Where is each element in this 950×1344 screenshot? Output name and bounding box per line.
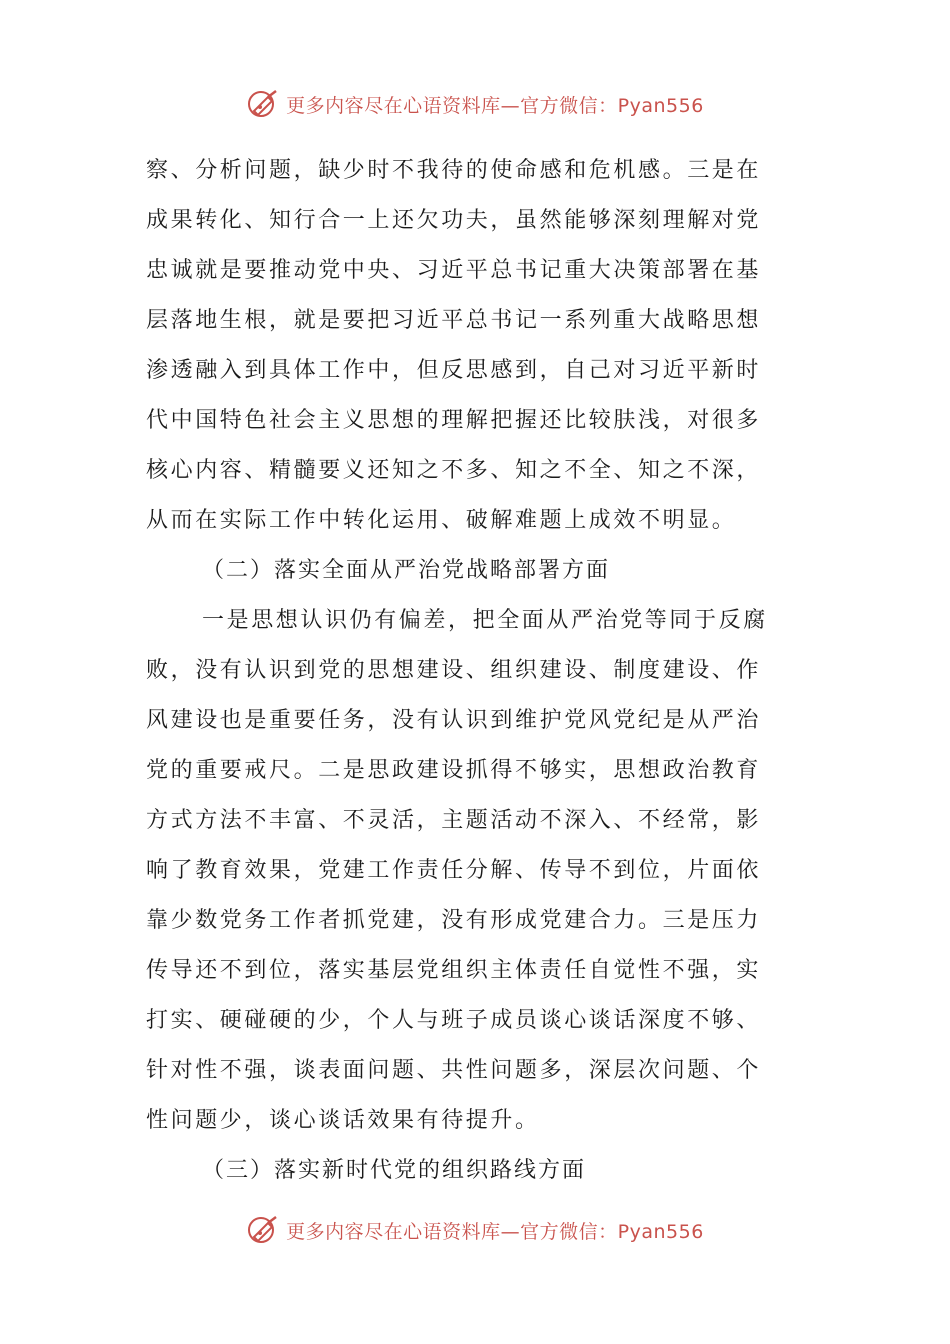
body-line: 渗透融入到具体工作中，但反思感到，自己对习近平新时 bbox=[146, 358, 762, 383]
body-line: 成果转化、知行合一上还欠功夫，虽然能够深刻理解对党 bbox=[146, 208, 762, 233]
body-line: 针对性不强，谈表面问题、共性问题多，深层次问题、个 bbox=[146, 1058, 762, 1083]
body-line: 响了教育效果，党建工作责任分解、传导不到位，片面依 bbox=[146, 858, 762, 883]
body-line: 层落地生根，就是要把习近平总书记一系列重大战略思想 bbox=[146, 308, 762, 333]
document-body bbox=[146, 146, 806, 1196]
footer-watermark bbox=[0, 1208, 950, 1252]
body-line: 性问题少，谈心谈话效果有待提升。 bbox=[146, 1108, 540, 1133]
body-line: 打实、硬碰硬的少，个人与班子成员谈心谈话深度不够、 bbox=[146, 1008, 762, 1033]
body-line: 党的重要戒尺。二是思政建设抓得不够实，思想政治教育 bbox=[146, 758, 762, 783]
watermark-text: 更多内容尽在心语资料库—官方微信：Pyan556 bbox=[286, 1220, 704, 1243]
body-line: 传导还不到位，落实基层党组织主体责任自觉性不强，实 bbox=[146, 958, 762, 983]
body-line: 核心内容、精髓要义还知之不多、知之不全、知之不深， bbox=[146, 458, 762, 483]
body-line: 方式方法不丰富、不灵活，主题活动不深入、不经常，影 bbox=[146, 808, 762, 833]
body-line: 靠少数党务工作者抓党建，没有形成党建合力。三是压力 bbox=[146, 908, 762, 933]
body-line: 败，没有认识到党的思想建设、组织建设、制度建设、作 bbox=[146, 658, 762, 683]
body-line: 风建设也是重要任务，没有认识到维护党风党纪是从严治 bbox=[146, 708, 762, 733]
pen-logo-icon bbox=[246, 87, 280, 121]
header-watermark bbox=[0, 82, 950, 126]
body-line: 代中国特色社会主义思想的理解把握还比较肤浅，对很多 bbox=[146, 408, 762, 433]
body-line: 一是思想认识仍有偏差，把全面从严治党等同于反腐 bbox=[202, 608, 768, 633]
watermark-text: 更多内容尽在心语资料库—官方微信：Pyan556 bbox=[286, 94, 704, 117]
pen-logo-icon bbox=[246, 1213, 280, 1247]
body-line: 忠诚就是要推动党中央、习近平总书记重大决策部署在基 bbox=[146, 258, 762, 283]
section-heading: （三）落实新时代党的组织路线方面 bbox=[202, 1158, 587, 1183]
section-heading: （二）落实全面从严治党战略部署方面 bbox=[202, 558, 611, 583]
body-line: 察、分析问题，缺少时不我待的使命感和危机感。三是在 bbox=[146, 158, 762, 183]
body-line: 从而在实际工作中转化运用、破解难题上成效不明显。 bbox=[146, 508, 737, 533]
